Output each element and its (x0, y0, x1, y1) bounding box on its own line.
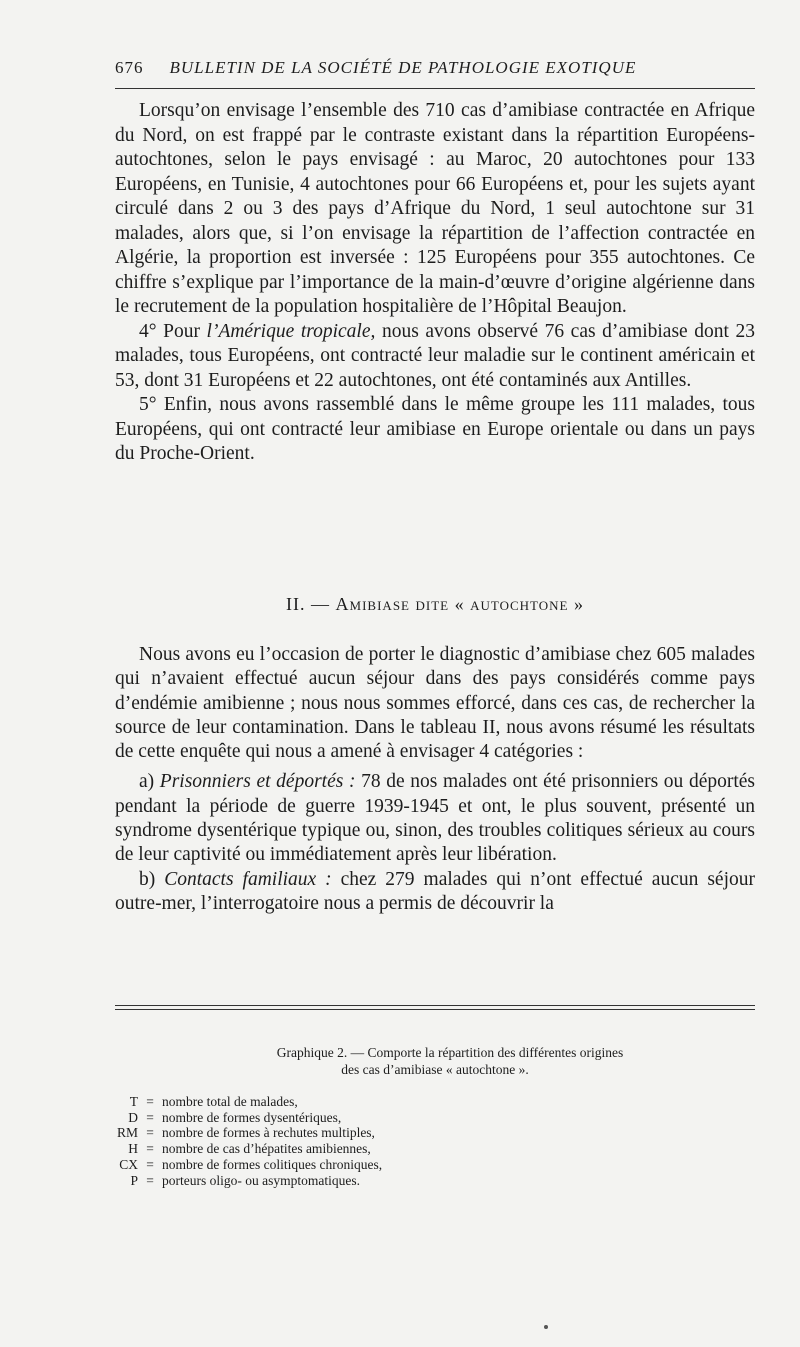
legend-row (100, 1094, 500, 1110)
legend-key: H (128, 1141, 138, 1157)
legend-text: nombre total de malades, (162, 1094, 298, 1109)
section-title: Amibiase dite « autochtone » (335, 594, 584, 614)
legend-row (100, 1157, 500, 1173)
separator-rule (115, 1009, 755, 1010)
paragraph-north-africa: Lorsqu’on envisage l’ensemble des 710 cas d’amibiase contractée en Afrique du Nord, on est frappé par le contraste existant dans la répartition Européens-autochtones, selon le pays envisagé : au Maroc, 20 autochtones pour 133 Européens, en Tunisie, 4 autochtones pour 66 Européens et, pour les sujets ayant circulé dans 2 ou 3 des pays d’Afrique du Nord, 1 seul autochtone sur 31 malades, alors que, si l’on envisage la répartition de l’affection contractée en Algérie, la proportion est inversée : 125 Européens pour 355 autochtones. Ce chiffre s’explique par l’importance de la main-d’œuvre d’origine algérienne dans le recrutement de la population hospitalière de l’Hôpital Beaujon. (115, 100, 755, 317)
paragraph-eastern-europe: 5° Enfin, nous avons rassemblé dans le même groupe les 111 malades, tous Européens, qui ont contracté leur amibiase en Europe orientale ou dans un pays du Proche-Orient. (115, 394, 755, 464)
para-4-rest: nous avons observé 76 cas d’amibiase dont 23 malades, tous Européens, ont contracté leur maladie sur le continent américain et 53, dont 31 Européens et 22 autochtones, ont été contaminés aux Antilles. (115, 320, 756, 391)
legend-text: nombre de formes à rechutes multiples, (162, 1125, 375, 1141)
legend-text: porteurs oligo- ou asymptomatiques. (162, 1172, 360, 1188)
paragraph-tropical-america (115, 320, 755, 394)
section-heading (115, 594, 755, 615)
running-header (115, 58, 755, 89)
legend-row (100, 1141, 500, 1157)
para-b-italic: Contacts familiaux : (164, 868, 332, 890)
para-a-prefix: a) (139, 771, 160, 793)
para-a-rest: 78 de nos malades ont été prisonniers ou déportés pendant la période de guerre 1939-1945 et ont, le plus souvent, présenté un syndrome dysentérique typique ou, sinon, des troubles colitiques sérieux au cours de leur captivité ou immédiatement après leur libération. (115, 771, 755, 866)
legend-key: P (130, 1172, 138, 1188)
legend-row (100, 1173, 500, 1189)
legend-equals: = (146, 1172, 154, 1188)
legend-equals: = (146, 1125, 154, 1141)
caption-line-1: Graphique 2. — Comporte la répartition des différentes origines (276, 1045, 624, 1060)
caption-line-2: des cas d’amibiase « autochtone ». (341, 1062, 529, 1077)
legend-text: nombre de formes colitiques chroniques, (162, 1156, 383, 1172)
legend-equals: = (146, 1156, 154, 1172)
ink-speck (544, 1325, 548, 1329)
legend-key: RM (116, 1125, 138, 1141)
legend (100, 1094, 500, 1188)
legend-text: nombre de cas d’hépatites amibiennes, (162, 1141, 371, 1157)
legend-row (100, 1110, 500, 1126)
paragraph-prisoners (115, 770, 755, 867)
para-b-prefix: b) (139, 868, 165, 890)
legend-equals: = (146, 1141, 154, 1157)
body-text-top (115, 99, 755, 467)
paragraph-family-contacts (115, 868, 755, 917)
legend-text: nombre de formes dysentériques, (162, 1109, 342, 1125)
page-number: 676 (115, 58, 144, 77)
para-4-prefix: 4° Pour (139, 320, 207, 342)
legend-key: T (129, 1094, 138, 1109)
legend-key: CX (119, 1156, 138, 1172)
paragraph-intro: Nous avons eu l’occasion de porter le diagnostic d’amibiase chez 605 malades qui n’avaient effectué aucun séjour dans des pays considérés comme pays d’endémie amibienne ; nous nous sommes efforcé, dans ces cas, de rechercher la source de leur contamination. Dans le tableau II, nous avons résumé les résultats de cette enquête qui nous a amené à envisager 4 catégories : (115, 644, 755, 763)
body-text-section (115, 643, 755, 922)
legend-equals: = (146, 1109, 154, 1125)
para-a-italic: Prisonniers et déportés : (159, 771, 356, 793)
legend-key: D (128, 1109, 138, 1125)
para-4-italic: l’Amérique tropicale, (206, 320, 376, 342)
legend-row (100, 1125, 500, 1141)
journal-title: BULLETIN DE LA SOCIÉTÉ DE PATHOLOGIE EXOTIQUE (169, 58, 637, 77)
figure-caption (115, 1044, 755, 1078)
legend-equals: = (146, 1094, 154, 1109)
separator-rule (115, 1005, 755, 1006)
section-number: II. — (286, 594, 336, 614)
para-b-rest: chez 279 malades qui n’ont effectué aucun séjour outre-mer, l’interrogatoire nous a permis de découvrir la (115, 868, 755, 914)
